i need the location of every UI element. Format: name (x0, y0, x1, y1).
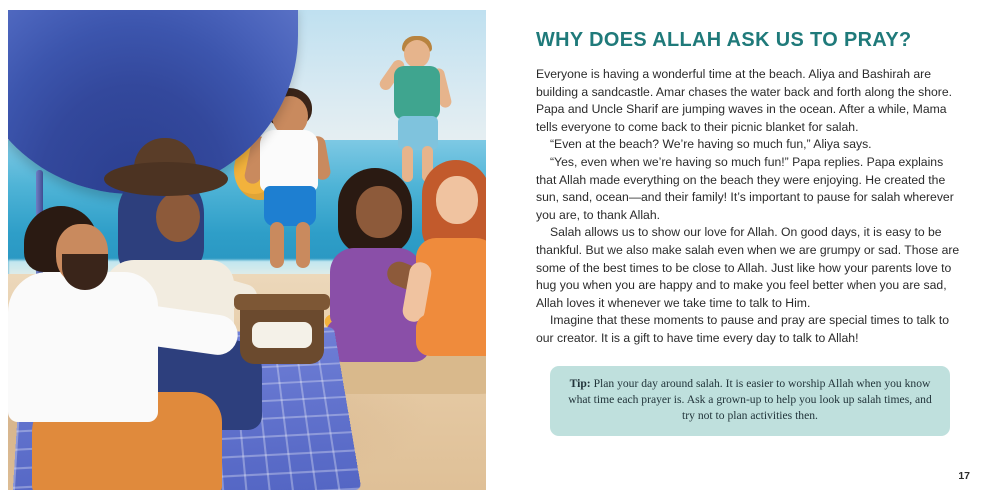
picnic-basket-cloth (252, 322, 312, 348)
distant-man-shorts (398, 116, 438, 150)
page-title: WHY DOES ALLAH ASK US TO PRAY? (536, 28, 912, 51)
distant-man-head (404, 40, 430, 68)
woman-sun-hat (104, 162, 228, 196)
paragraph-4: Salah allows us to show our love for Allah. On good days, it is easy to be thankful. But we also make salah even when we are grumpy or sad. Those are some of the best times to be close to Allah. Just like how your parents love to hug you when you are happy and to make you feel better when you are sad, Allah loves it whenever we take time to talk to Him. (536, 225, 960, 310)
boy-leg-right (296, 222, 310, 268)
page-number: 17 (958, 470, 970, 482)
picnic-basket-lid (234, 294, 330, 310)
girl-orange-face (436, 176, 478, 224)
boy-shorts (264, 186, 316, 226)
paragraph-5: Imagine that these moments to pause and pray are special times to talk to our creator. It is a gift to have time every day to talk to Allah! (536, 313, 950, 345)
distant-man-shirt (394, 66, 440, 120)
foreground-man-shirt (8, 272, 158, 422)
boy-leg-left (270, 222, 284, 268)
paragraph-2: “Even at the beach? We’re having so much fun,” Aliya says. (550, 137, 872, 152)
tip-text: Plan your day around salah. It is easier to worship Allah when you know what time each prayer is. Ask a grown-up to help you look up salah times, and try not to plan activities then. (568, 376, 932, 423)
woman-face (156, 192, 200, 242)
beach-scene-illustration (8, 10, 486, 490)
page-right-text (500, 0, 1000, 500)
paragraph-1: Everyone is having a wonderful time at the beach. Aliya and Bashirah are building a sandcastle. Amar chases the water back and forth along the shore. Papa and Uncle Sharif are jumping waves in the ocean. After a while, Mama tells everyone to come back to their picnic blanket for salah. (536, 67, 952, 134)
tip-label: Tip: (569, 376, 591, 390)
paragraph-3: “Yes, even when we’re having so much fun!” Papa replies. Papa explains that Allah made everything on the beach they were enjoying. He created the sun, sand, ocean—and their family! It’s important to pause for salah wherever you are, to thank Allah. (536, 154, 954, 222)
girl-purple-face (356, 186, 402, 238)
article-body (536, 66, 964, 348)
girl-purple-leg (326, 318, 430, 362)
tip-callout (550, 366, 950, 436)
distant-man-leg-left (402, 146, 413, 182)
girl-orange-leg (416, 314, 486, 356)
boy-shirt (260, 130, 318, 192)
